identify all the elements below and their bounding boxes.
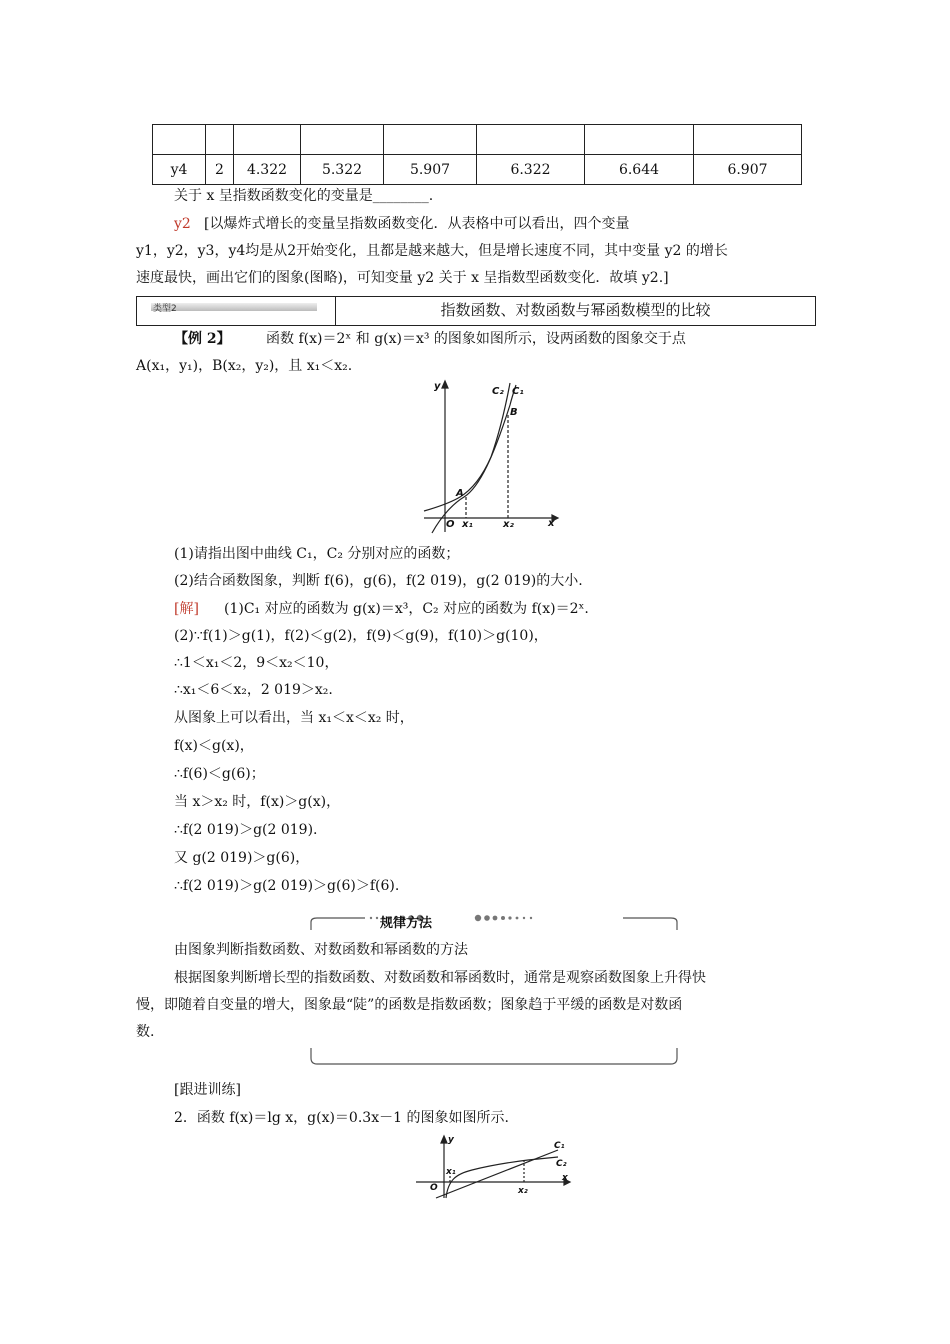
- c2-label: C₂: [492, 386, 504, 397]
- solution-line: 从图象上可以看出，当 x₁＜x＜x₂ 时，: [174, 710, 414, 726]
- data-table: [152, 124, 802, 185]
- method-paragraph: 数.: [136, 1024, 155, 1040]
- lg-vs-linear-graph: [412, 1132, 578, 1202]
- table-row: [153, 125, 802, 155]
- table-cell: 2: [206, 155, 234, 185]
- answer-line: y1，y2，y3，y4均是从2开始变化，且都是越来越大，但是增长速度不同，其中变量 y2 的增长: [136, 243, 728, 259]
- method-heading: 由图象判断指数函数、对数函数和幂函数的方法: [174, 942, 468, 958]
- example-line: 函数 f(x)＝2ˣ 和 g(x)＝x³ 的图象如图所示，设两函数的图象交于点: [266, 331, 686, 347]
- table-cell: 4.322: [234, 155, 301, 185]
- origin-label: O: [430, 1183, 438, 1193]
- solution-line: ∴1＜x₁＜2，9＜x₂＜10，: [174, 655, 339, 671]
- table-cell: 6.644: [585, 155, 694, 185]
- c1-label: C₁: [512, 386, 524, 397]
- x-label: x: [548, 518, 555, 529]
- solution-label: [解]: [174, 601, 199, 617]
- c1-label: C₁: [554, 1141, 565, 1151]
- method-paragraph: 根据图象判断增长型的指数函数、对数函数和幂函数时，通常是观察函数图象上升得快: [174, 970, 706, 986]
- exp-vs-cubic-graph: [418, 375, 568, 537]
- table-cell: 6.322: [477, 155, 585, 185]
- x2-label: x₂: [503, 519, 514, 530]
- method-paragraph: 慢，即随着自变量的增大，图象最“陡”的函数是指数函数；图象趋于平缓的函数是对数函: [136, 997, 683, 1013]
- row-label: y4: [153, 155, 206, 185]
- y-arrow-icon: [441, 1136, 447, 1143]
- solution-line: (1)C₁ 对应的函数为 g(x)＝x³，C₂ 对应的函数为 f(x)＝2ˣ.: [224, 601, 589, 617]
- curve-c2: [424, 383, 510, 511]
- solution-line: ∴f(6)＜g(6)；: [174, 766, 265, 782]
- y-label: y: [434, 381, 441, 392]
- section-tag-label: 类型2: [153, 304, 177, 314]
- c2-label: C₂: [556, 1159, 567, 1169]
- method-title: 规律方法: [380, 916, 433, 931]
- question-1: (1)请指出图中曲线 C₁，C₂ 分别对应的函数；: [174, 546, 460, 562]
- question-line: 关于 x 呈指数函数变化的变量是________.: [174, 188, 434, 204]
- answer-value: y2: [174, 216, 191, 232]
- solution-line: ∴x₁＜6＜x₂，2 019＞x₂.: [174, 682, 333, 698]
- solution-line: ∴f(2 019)＞g(2 019).: [174, 822, 318, 838]
- solution-line: 又 g(2 019)＞g(6)，: [174, 850, 310, 866]
- point-a-label: A: [456, 488, 464, 499]
- example-line: A(x₁，y₁)，B(x₂，y₂)，且 x₁＜x₂.: [136, 358, 353, 374]
- solution-line: f(x)＜g(x)，: [174, 738, 254, 754]
- y-arrow-icon: [442, 381, 448, 388]
- section-banner: [136, 296, 816, 326]
- origin-label: O: [446, 519, 455, 530]
- section-title: 指数函数、对数函数与幂函数模型的比较: [440, 301, 711, 319]
- answer-line: 速度最快，画出它们的图象(图略)，可知变量 y2 关于 x 呈指数型函数变化．故填 y2.]: [136, 270, 669, 286]
- curve-c1: [446, 1157, 558, 1198]
- solution-line: 当 x＞x₂ 时，f(x)＞g(x)，: [174, 794, 341, 810]
- x1-label: x₁: [462, 519, 473, 530]
- solution-line: ∴f(2 019)＞g(2 019)＞g(6)＞f(6).: [174, 878, 400, 894]
- y-label: y: [448, 1135, 454, 1145]
- solution-line: (2)∵f(1)＞g(1)，f(2)＜g(2)，f(9)＜g(9)，f(10)＞g(10)，: [174, 628, 548, 644]
- point-b-label: B: [510, 407, 518, 418]
- x-label: x: [562, 1173, 568, 1183]
- x2-label: x₂: [518, 1186, 528, 1196]
- method-box-frame: [305, 908, 683, 1074]
- answer-line: [以爆炸式增长的变量呈指数函数变化．从表格中可以看出，四个变量: [204, 216, 630, 232]
- table-cell: 5.322: [301, 155, 384, 185]
- table-row: [153, 155, 802, 185]
- table-cell: 6.907: [694, 155, 802, 185]
- section-tag: [137, 297, 336, 325]
- training-label: [跟进训练]: [174, 1082, 241, 1098]
- example-label: 【例 2】: [174, 331, 231, 347]
- table-cell: 5.907: [384, 155, 477, 185]
- x1-label: x₁: [446, 1167, 456, 1177]
- training-problem: 2．函数 f(x)＝lg x，g(x)＝0.3x－1 的图象如图所示.: [174, 1110, 509, 1126]
- question-2: (2)结合函数图象，判断 f(6)，g(6)，f(2 019)，g(2 019)的大小.: [174, 573, 583, 589]
